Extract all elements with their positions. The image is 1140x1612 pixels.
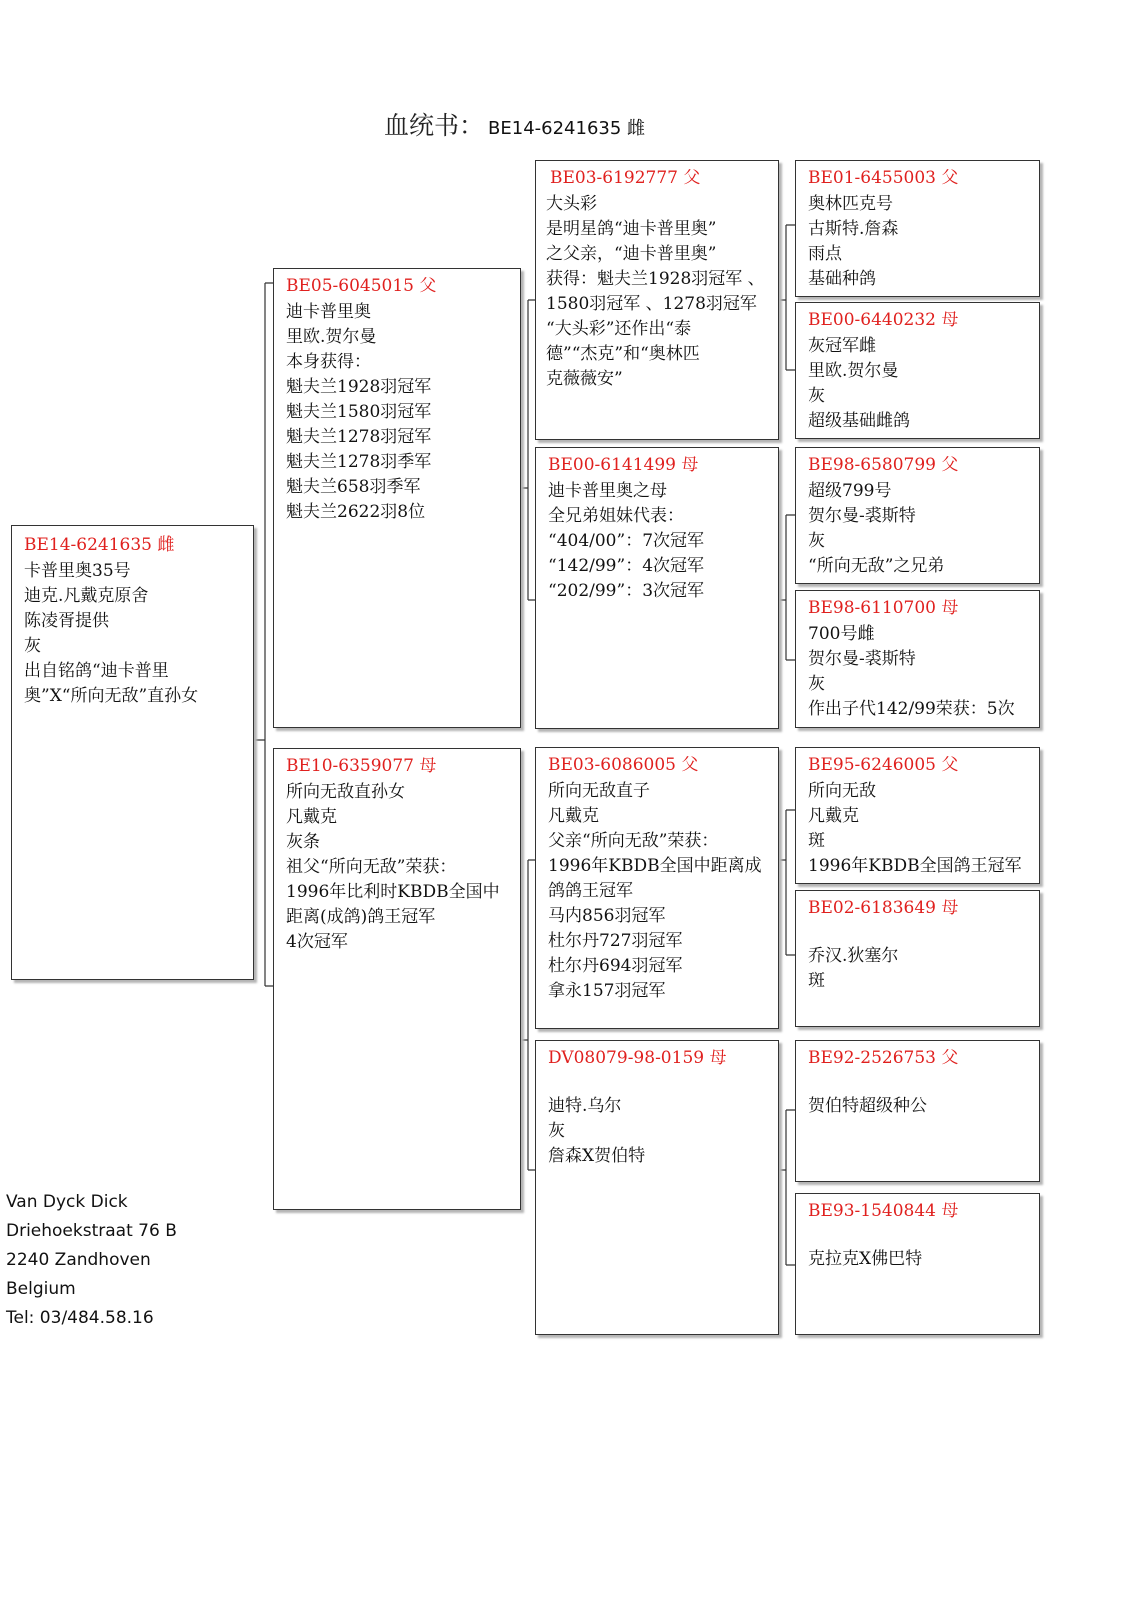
- ring-number: BE95-6246005 父: [808, 755, 959, 775]
- info-line: 本身获得：: [286, 352, 371, 372]
- sire-box: [273, 268, 521, 728]
- ggp-box-5: [795, 747, 1040, 884]
- info-line: “所向无敌”之兄弟: [808, 556, 945, 576]
- owner-city: 2240 Zandhoven: [6, 1250, 151, 1270]
- page-title: [384, 106, 645, 146]
- info-line: 克薇薇安”: [546, 369, 623, 389]
- ring-number: BE92-2526753 父: [808, 1048, 959, 1068]
- info-line: 灰: [808, 386, 825, 406]
- sire-dam-box: [535, 447, 779, 729]
- info-line: 迪卡普里奥之母: [548, 481, 667, 501]
- info-line: 贺尔曼-裘斯特: [808, 506, 916, 526]
- ring-number: BE14-6241635 雌: [24, 535, 175, 555]
- info-line: 迪克.凡戴克原舍: [24, 586, 149, 606]
- info-line: 1580羽冠军 、1278羽冠军: [546, 294, 757, 314]
- info-line: 斑: [808, 971, 825, 991]
- info-line: 奥林匹克号: [808, 194, 893, 214]
- info-line: 鸽鸽王冠军: [548, 881, 633, 901]
- dam-box: [273, 748, 521, 1210]
- info-line: 魁夫兰1580羽冠军: [286, 402, 432, 422]
- info-line: 里欧.贺尔曼: [808, 361, 899, 381]
- ring-number: BE05-6045015 父: [286, 276, 437, 296]
- info-line: 1996年比利时KBDB全国中: [286, 882, 500, 902]
- info-line: 杜尔丹727羽冠军: [548, 931, 683, 951]
- info-line: 1996年KBDB全国中距离成: [548, 856, 762, 876]
- info-line: 所向无敌直子: [548, 781, 650, 801]
- info-line: 马内856羽冠军: [548, 906, 666, 926]
- info-line: 所向无敌直孙女: [286, 782, 405, 802]
- info-line: 贺尔曼-裘斯特: [808, 649, 916, 669]
- info-line: 斑: [808, 831, 825, 851]
- info-line: 全兄弟姐妹代表：: [548, 506, 684, 526]
- ring-number: BE00-6440232 母: [808, 310, 959, 330]
- info-line: 700号雌: [808, 624, 875, 644]
- info-line: 灰条: [286, 832, 320, 852]
- ring-number: BE93-1540844 母: [808, 1201, 959, 1221]
- title-ring: BE14-6241635 雌: [488, 118, 646, 139]
- info-line: 1996年KBDB全国鸽王冠军: [808, 856, 1022, 876]
- ring-number: BE98-6580799 父: [808, 455, 959, 475]
- owner-country: Belgium: [6, 1279, 76, 1299]
- ggp-box-7: [795, 1040, 1040, 1182]
- info-line: 所向无敌: [808, 781, 876, 801]
- info-line: 魁夫兰1278羽冠军: [286, 427, 432, 447]
- info-line: 作出子代142/99荣获：5次: [808, 699, 1015, 719]
- info-line: 奥”X“所向无敌”直孙女: [24, 686, 199, 706]
- info-line: 凡戴克: [548, 806, 599, 826]
- info-line: 克拉克X佛巴特: [808, 1249, 923, 1269]
- info-line: 德”“杰克”和“奥林匹: [546, 344, 700, 364]
- title-label: 血统书：: [384, 111, 485, 140]
- owner-street: Driehoekstraat 76 B: [6, 1221, 177, 1241]
- spacer: [808, 1225, 1031, 1247]
- ggp-box-4: [795, 590, 1040, 728]
- ring-number: BE10-6359077 母: [286, 756, 437, 776]
- info-line: 迪卡普里奥: [286, 302, 371, 322]
- ggp-box-2: [795, 302, 1040, 439]
- dam-dam-box: [535, 1040, 779, 1335]
- info-line: 凡戴克: [286, 807, 337, 827]
- info-line: 基础种鸽: [808, 269, 876, 289]
- info-line: 古斯特.詹森: [808, 219, 899, 239]
- sire-sire-box: [535, 160, 779, 440]
- info-line: “202/99”：3次冠军: [548, 581, 705, 601]
- ring-number: BE03-6086005 父: [548, 755, 699, 775]
- spacer: [548, 1072, 770, 1094]
- info-line: 魁夫兰2622羽8位: [286, 502, 426, 522]
- owner-phone: Tel: 03/484.58.16: [6, 1308, 154, 1328]
- dam-sire-box: [535, 747, 779, 1029]
- ring-number: BE01-6455003 父: [808, 168, 959, 188]
- subject-box: [11, 525, 254, 980]
- info-line: 贺伯特超级种公: [808, 1096, 927, 1116]
- info-line: 卡普里奥35号: [24, 561, 131, 581]
- info-line: 里欧.贺尔曼: [286, 327, 377, 347]
- ring-number: DV08079-98-0159 母: [548, 1048, 727, 1068]
- info-line: 灰: [24, 636, 41, 656]
- info-line: 灰: [808, 531, 825, 551]
- info-line: 乔汉.狄塞尔: [808, 946, 899, 966]
- info-line: 灰: [808, 674, 825, 694]
- owner-address: [6, 1188, 177, 1333]
- info-line: 距离(成鸽)鸽王冠军: [286, 907, 436, 927]
- ggp-box-8: [795, 1193, 1040, 1335]
- info-line: 詹森X贺伯特: [548, 1146, 646, 1166]
- info-line: 魁夫兰1278羽季军: [286, 452, 432, 472]
- ring-number: BE00-6141499 母: [548, 455, 699, 475]
- ring-number: BE02-6183649 母: [808, 898, 959, 918]
- ring-number: BE03-6192777 父: [550, 168, 701, 188]
- info-line: “142/99”：4次冠军: [548, 556, 705, 576]
- ggp-box-1: [795, 160, 1040, 297]
- info-line: 大头彩: [546, 194, 597, 214]
- info-line: 杜尔丹694羽冠军: [548, 956, 683, 976]
- info-line: “大头彩”还作出“泰: [546, 319, 692, 339]
- info-line: 出自铭鸽“迪卡普里: [24, 661, 169, 681]
- info-line: 灰冠军雌: [808, 336, 876, 356]
- info-line: “404/00”：7次冠军: [548, 531, 705, 551]
- ring-number: BE98-6110700 母: [808, 598, 959, 618]
- info-line: 获得：魁夫兰1928羽冠军 、: [546, 269, 765, 289]
- info-line: 灰: [548, 1121, 565, 1141]
- info-line: 陈凌胥提供: [24, 611, 109, 631]
- info-line: 父亲“所向无敌”荣获：: [548, 831, 719, 851]
- info-line: 魁夫兰658羽季军: [286, 477, 421, 497]
- spacer: [808, 922, 1031, 944]
- info-line: 超级799号: [808, 481, 892, 501]
- info-line: 是明星鸽“迪卡普里奥”: [546, 219, 717, 239]
- info-line: 超级基础雌鸽: [808, 411, 910, 431]
- spacer: [808, 1072, 1031, 1094]
- info-line: 祖父“所向无敌”荣获：: [286, 857, 457, 877]
- info-line: 雨点: [808, 244, 842, 264]
- info-line: 4次冠军: [286, 932, 348, 952]
- info-line: 迪特.乌尔: [548, 1096, 622, 1116]
- info-line: 拿永157羽冠军: [548, 981, 666, 1001]
- owner-name: Van Dyck Dick: [6, 1192, 128, 1212]
- info-line: 魁夫兰1928羽冠军: [286, 377, 432, 397]
- ggp-box-3: [795, 447, 1040, 584]
- info-line: 之父亲，“迪卡普里奥”: [546, 244, 717, 264]
- info-line: 凡戴克: [808, 806, 859, 826]
- ggp-box-6: [795, 890, 1040, 1027]
